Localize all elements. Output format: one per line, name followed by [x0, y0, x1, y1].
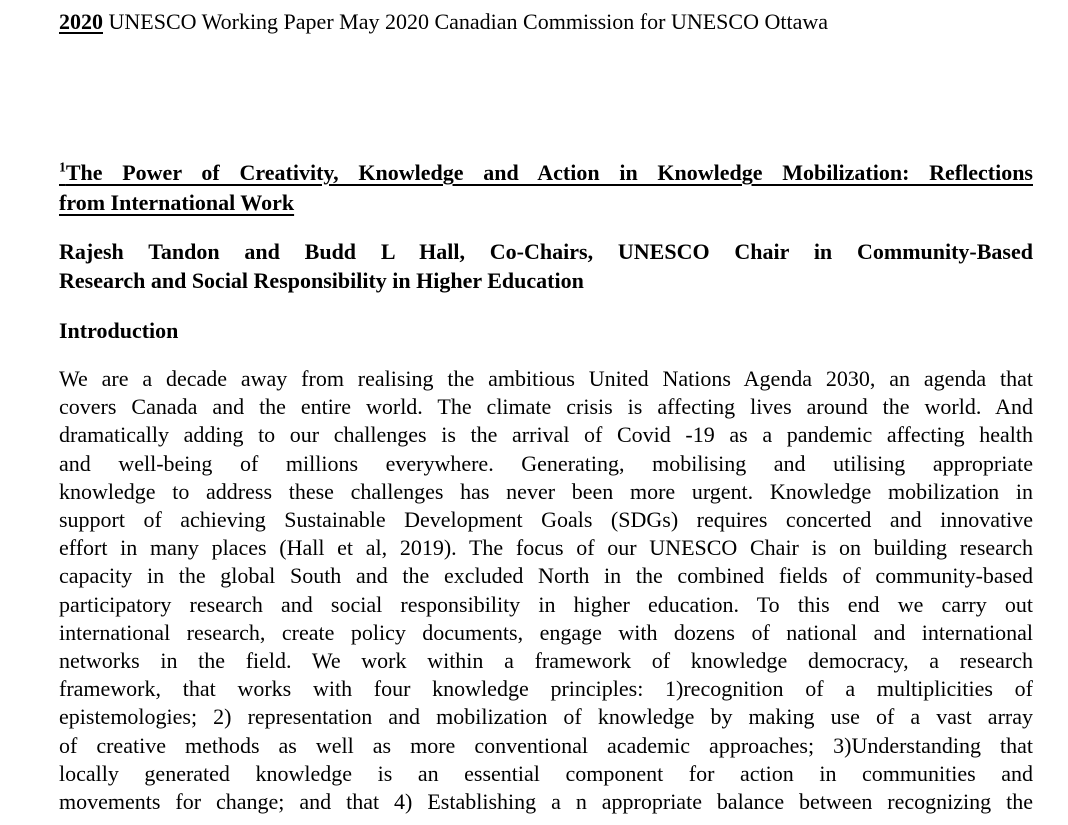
body-line: framework, that works with four knowledge principles: 1)recognition of a multiplicities of	[59, 676, 1033, 702]
body-paragraph	[59, 365, 1033, 816]
title-line: from International Work	[59, 190, 295, 215]
header-text: UNESCO Working Paper May 2020 Canadian Commission for UNESCO Ottawa	[103, 9, 828, 34]
body-line: of creative methods as well as more conventional academic approaches; 3)Understanding that	[59, 732, 1033, 758]
body-line: movements for change; and that 4) Establishing a n appropriate balance between recognizing the	[59, 789, 1033, 815]
body-line: locally generated knowledge is an essential component for action in communities and	[59, 760, 1033, 786]
body-line: support of achieving Sustainable Development Goals (SDGs) requires concerted and innovative	[59, 507, 1033, 533]
body-line: epistemologies; 2) representation and mobilization of knowledge by making use of a vast array	[59, 704, 1033, 730]
title-line-text: The Power of Creativity, Knowledge and Action in Knowledge Mobilization: Reflections	[65, 160, 1033, 185]
section-heading-introduction: Introduction	[59, 318, 179, 343]
body-line: effort in many places (Hall et al, 2019). The focus of our UNESCO Chair is on building research	[59, 535, 1033, 561]
author-line: Rajesh Tandon and Budd L Hall, Co-Chairs, UNESCO Chair in Community-Based	[59, 239, 1033, 264]
authors	[59, 238, 1033, 295]
body-line: We are a decade away from realising the ambitious United Nations Agenda 2030, an agenda that	[59, 366, 1033, 391]
body-line: international research, create policy documents, engage with dozens of national and international	[59, 619, 1033, 645]
author-line: Research and Social Responsibility in Higher Education	[59, 267, 584, 293]
body-line: covers Canada and the entire world. The climate crisis is affecting lives around the world. And	[59, 394, 1033, 420]
title-superscript: 1	[59, 159, 66, 175]
paper-title	[59, 158, 1033, 218]
header-year: 2020	[59, 9, 103, 34]
header-line	[59, 8, 1033, 36]
body-line: knowledge to address these challenges has never been more urgent. Knowledge mobilization in	[59, 478, 1033, 504]
body-line: capacity in the global South and the excluded North in the combined fields of community-based	[59, 563, 1033, 589]
body-line: networks in the field. We work within a framework of knowledge democracy, a research	[59, 648, 1033, 674]
title-line	[59, 158, 1033, 188]
body-line: dramatically adding to our challenges is the arrival of Covid -19 as a pandemic affecting health	[59, 422, 1033, 448]
body-line: and well-being of millions everywhere. Generating, mobilising and utilising appropriate	[59, 450, 1033, 476]
body-line: participatory research and social responsibility in higher education. To this end we carry out	[59, 591, 1033, 617]
